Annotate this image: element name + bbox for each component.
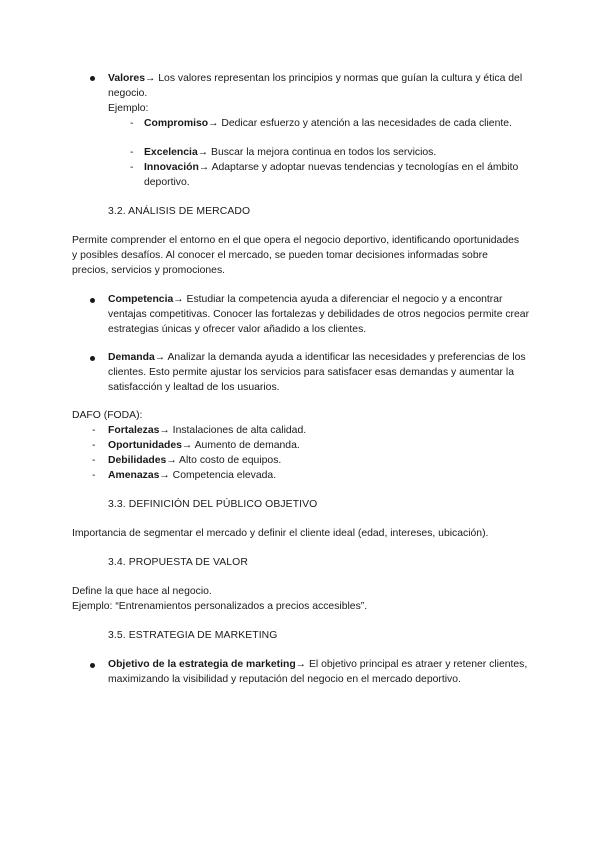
arrow: → — [159, 425, 170, 436]
bullet-dot — [90, 76, 95, 81]
competencia-item — [108, 292, 533, 337]
arrow: → — [208, 118, 219, 129]
dafo-text: Competencia elevada. — [169, 470, 277, 481]
dash-marker: - — [92, 425, 96, 436]
valores-text: Los valores representan los principios y normas que guían la cultura y ética del negocio. — [108, 73, 523, 99]
bullet-text: Analizar la demanda ayuda a identificar las necesidades y preferencias de los clientes. Esto permite ajustar los servicios para satisfacer esas demandas y aumentar la satisfacción y lealtad de los usuarios. — [108, 352, 526, 393]
example-text: Adaptarse y adoptar nuevas tendencias y tecnologías en el ámbito deportivo. — [144, 162, 519, 188]
arrow: → — [198, 162, 210, 173]
dafo-text: Instalaciones de alta calidad. — [169, 425, 307, 436]
arrow: → — [159, 470, 170, 481]
dafo-item-debilidades — [108, 453, 281, 468]
dafo-text: Alto costo de equipos. — [176, 455, 282, 466]
dafo-term: Amenazas — [108, 470, 160, 481]
valores-item — [108, 71, 528, 101]
section-3-4-line1: Define la que hace al negocio. — [72, 586, 212, 597]
dafo-term: Oportunidades — [108, 440, 182, 451]
bullet-term: Objetivo de la estrategia de marketing — [108, 659, 296, 670]
arrow: → — [197, 147, 209, 158]
section-heading-3-5: 3.5. ESTRATEGIA DE MARKETING — [108, 630, 278, 641]
dash-marker: - — [130, 118, 134, 129]
bullet-dot — [90, 356, 95, 361]
dafo-item-amenazas — [108, 468, 276, 483]
arrow: → — [166, 455, 177, 466]
example-term: Compromiso — [144, 118, 209, 129]
section-heading-3-2: 3.2. ANÁLISIS DE MERCADO — [108, 206, 251, 217]
section-3-4-line2: Ejemplo: “Entrenamientos personalizados a precios accesibles”. — [72, 601, 368, 612]
arrow: → — [181, 440, 193, 451]
example-label: Ejemplo: — [108, 103, 149, 114]
example-text: Buscar la mejora continua en todos los servicios. — [208, 147, 437, 158]
dash-marker: - — [92, 455, 96, 466]
example-term: Excelencia — [144, 147, 198, 158]
dafo-text: Aumento de demanda. — [192, 440, 300, 451]
example-item-innovacion — [144, 160, 519, 190]
bullet-term: Competencia — [108, 294, 174, 305]
section-heading-3-3: 3.3. DEFINICIÓN DEL PÚBLICO OBJETIVO — [108, 499, 318, 510]
dash-marker: - — [130, 162, 134, 173]
dash-marker: - — [130, 147, 134, 158]
bullet-term: Demanda — [108, 352, 155, 363]
arrow: → — [173, 294, 184, 305]
section-heading-3-4: 3.4. PROPUESTA DE VALOR — [108, 557, 248, 568]
dafo-item-fortalezas — [108, 423, 306, 438]
bullet-text: Estudiar la competencia ayuda a diferenciar el negocio y a encontrar ventajas competitivas. Conocer las fortalezas y debilidades de otros negocios permite crear estrategias únicas y ofrecer valor añadido a los clientes. — [108, 294, 530, 335]
example-text: Dedicar esfuerzo y atención a las necesidades de cada cliente. — [218, 118, 512, 129]
arrow: → — [144, 73, 156, 84]
example-item-excelencia — [144, 145, 514, 160]
section-3-3-text: Importancia de segmentar el mercado y definir el cliente ideal (edad, intereses, ubicación). — [72, 528, 489, 539]
arrow: → — [295, 659, 307, 670]
valores-term: Valores — [108, 73, 145, 84]
dafo-label: DAFO (FODA): — [72, 410, 143, 421]
demanda-item — [108, 350, 538, 395]
bullet-dot — [90, 663, 95, 668]
dafo-term: Debilidades — [108, 455, 167, 466]
bullet-text: El objetivo principal es atraer y retener clientes, maximizando la visibilidad y reputación del negocio en el mercado deportivo. — [108, 659, 528, 685]
section-3-2-intro: Permite comprender el entorno en el que opera el negocio deportivo, identificando oportunidades y posibles desafíos. Al conocer el mercado, se pueden tomar decisiones informadas sobre precios, servicios y promociones. — [72, 235, 520, 276]
example-term: Innovación — [144, 162, 199, 173]
dafo-item-oportunidades — [108, 438, 300, 453]
marketing-objective-item — [108, 657, 528, 687]
arrow: → — [154, 352, 166, 363]
bullet-dot — [90, 298, 95, 303]
dash-marker: - — [92, 440, 96, 451]
dafo-term: Fortalezas — [108, 425, 160, 436]
example-item-compromiso — [144, 116, 514, 131]
dash-marker: - — [92, 470, 96, 481]
